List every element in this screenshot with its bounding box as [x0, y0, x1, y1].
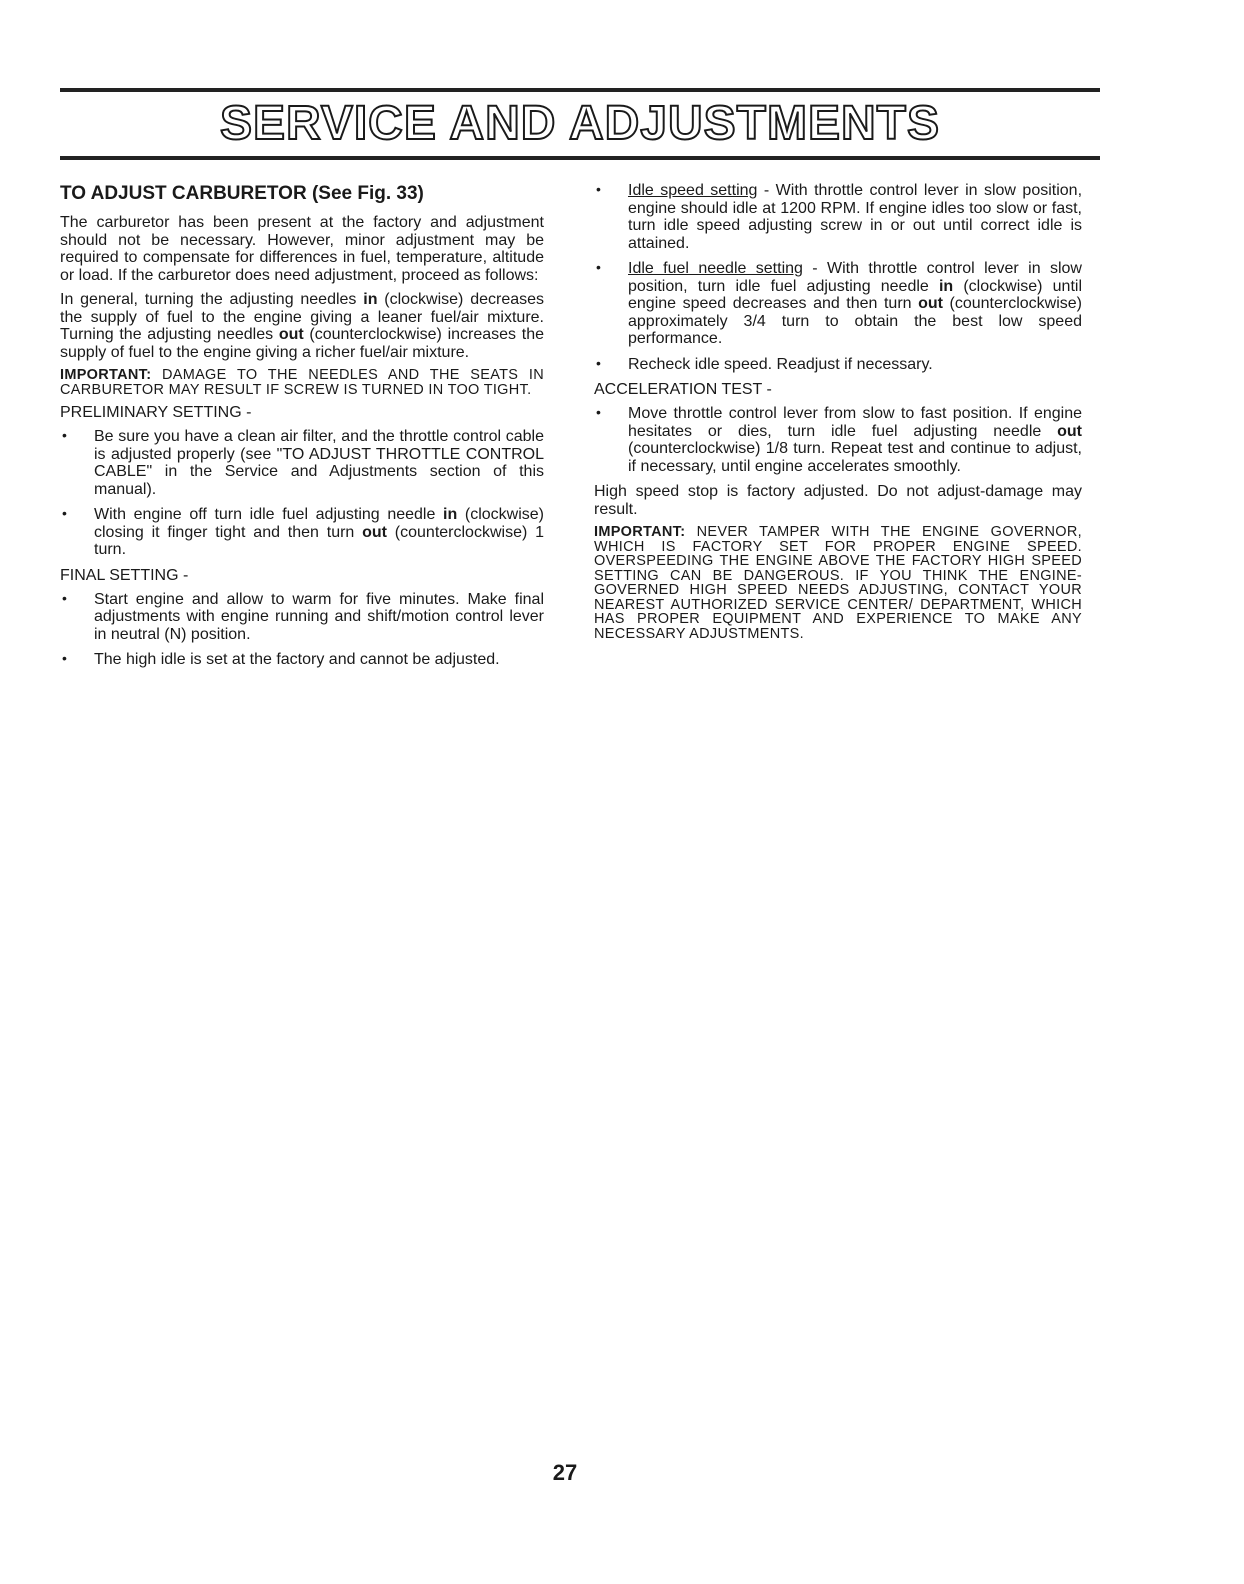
- preliminary-list: [60, 428, 544, 559]
- bullet-icon: •: [596, 259, 601, 275]
- header-bottom-rule: [60, 156, 1100, 160]
- acceleration-test-heading: ACCELERATION TEST -: [594, 381, 772, 398]
- list-item: • Move throttle control lever from slow to fast position. If engine hesitates or dies, turn idle fuel adjusting needle out (counterclockwise) 1/8 turn. Repeat test and continue to adjust, if necessary, until engine accelerates smoothly.: [596, 404, 1082, 475]
- final-setting-heading: FINAL SETTING -: [60, 566, 189, 584]
- bullet-icon: •: [62, 589, 67, 606]
- high-speed-paragraph: High speed stop is factory adjusted. Do not adjust-damage may result.: [594, 483, 1082, 518]
- idle-settings-list: [594, 182, 1082, 373]
- list-item: • Recheck idle speed. Readjust if necessary.: [596, 354, 933, 373]
- bullet-icon: •: [62, 505, 67, 521]
- needles-paragraph: In general, turning the adjusting needles in (clockwise) decreases the supply of fuel to the engine giving a leaner fuel/air mixture. Turning the adjusting needles out (counterclockwise) increases the supply of fuel to the engine giving a richer fuel/air mixture.: [60, 291, 545, 361]
- bullet-icon: •: [62, 427, 67, 443]
- list-item: • With engine off turn idle fuel adjusting needle in (clockwise) closing it finger tight and then turn out (counterclockwise) 1 turn.: [62, 505, 545, 558]
- section-heading: TO ADJUST CARBURETOR (See Fig. 33): [60, 183, 424, 204]
- intro-paragraph: The carburetor has been present at the factory and adjustment should not be necessary. However, minor adjustment may be required to compensate for differences in fuel, temperature, altitude or load. If the carburetor does need adjustment, proceed as follows:: [60, 214, 544, 284]
- list-item: • Be sure you have a clean air filter, and the throttle control cable is adjusted properly (see "TO ADJUST THROTTLE CONTROL CABLE" in the Service and Adjustments section of this manual).: [62, 427, 544, 498]
- important-note-needles: IMPORTANT: DAMAGE TO THE NEEDLES AND THE SEATS IN CARBURETOR MAY RESULT IF SCREW IS TURNED IN TOO TIGHT.: [60, 367, 544, 398]
- left-column: [60, 182, 544, 677]
- page-title: SERVICE AND ADJUSTMENTS: [220, 97, 940, 150]
- header-top-rule: [60, 88, 1100, 92]
- bullet-icon: •: [62, 650, 67, 666]
- bullet-icon: •: [596, 181, 601, 197]
- bullet-icon: •: [596, 354, 601, 371]
- list-item: • Idle fuel needle setting - With throttle control lever in slow position, turn idle fuel adjusting needle in (clockwise) until engine speed decreases and then turn out (counterclockwise) approximately 3/4 turn to obtain the best low speed performance.: [596, 259, 1082, 347]
- list-item: • Idle speed setting - With throttle control lever in slow position, engine should idle at 1200 RPM. If engine idles too slow or fast, turn idle speed adjusting screw in or out until correct idle is attained.: [596, 181, 1083, 252]
- list-item: • The high idle is set at the factory and cannot be adjusted.: [62, 650, 500, 668]
- preliminary-setting-heading: PRELIMINARY SETTING -: [60, 404, 252, 421]
- list-item: • Start engine and allow to warm for five minutes. Make final adjustments with engine running and shift/motion control lever in neutral (N) position.: [62, 589, 544, 643]
- right-column: [594, 182, 1082, 648]
- acceleration-list: [594, 405, 1082, 475]
- final-list: [60, 591, 544, 669]
- important-note-governor: IMPORTANT: NEVER TAMPER WITH THE ENGINE GOVERNOR, WHICH IS FACTORY SET FOR PROPER ENGINE SPEED. OVERSPEEDING THE ENGINE ABOVE THE FACTORY HIGH SPEED SETTING CAN BE DANGEROUS. IF YOU THINK THE ENGINE-GOVERNED HIGH SPEED NEEDS ADJUSTING, CONTACT YOUR NEAREST AUTHORIZED SERVICE CENTER/ DEPARTMENT, WHICH HAS PROPER EQUIPMENT AND EXPERIENCE TO MAKE ANY NECESSARY ADJUSTMENTS.: [594, 524, 1082, 642]
- page-number: 27: [552, 1460, 578, 1485]
- bullet-icon: •: [596, 404, 601, 420]
